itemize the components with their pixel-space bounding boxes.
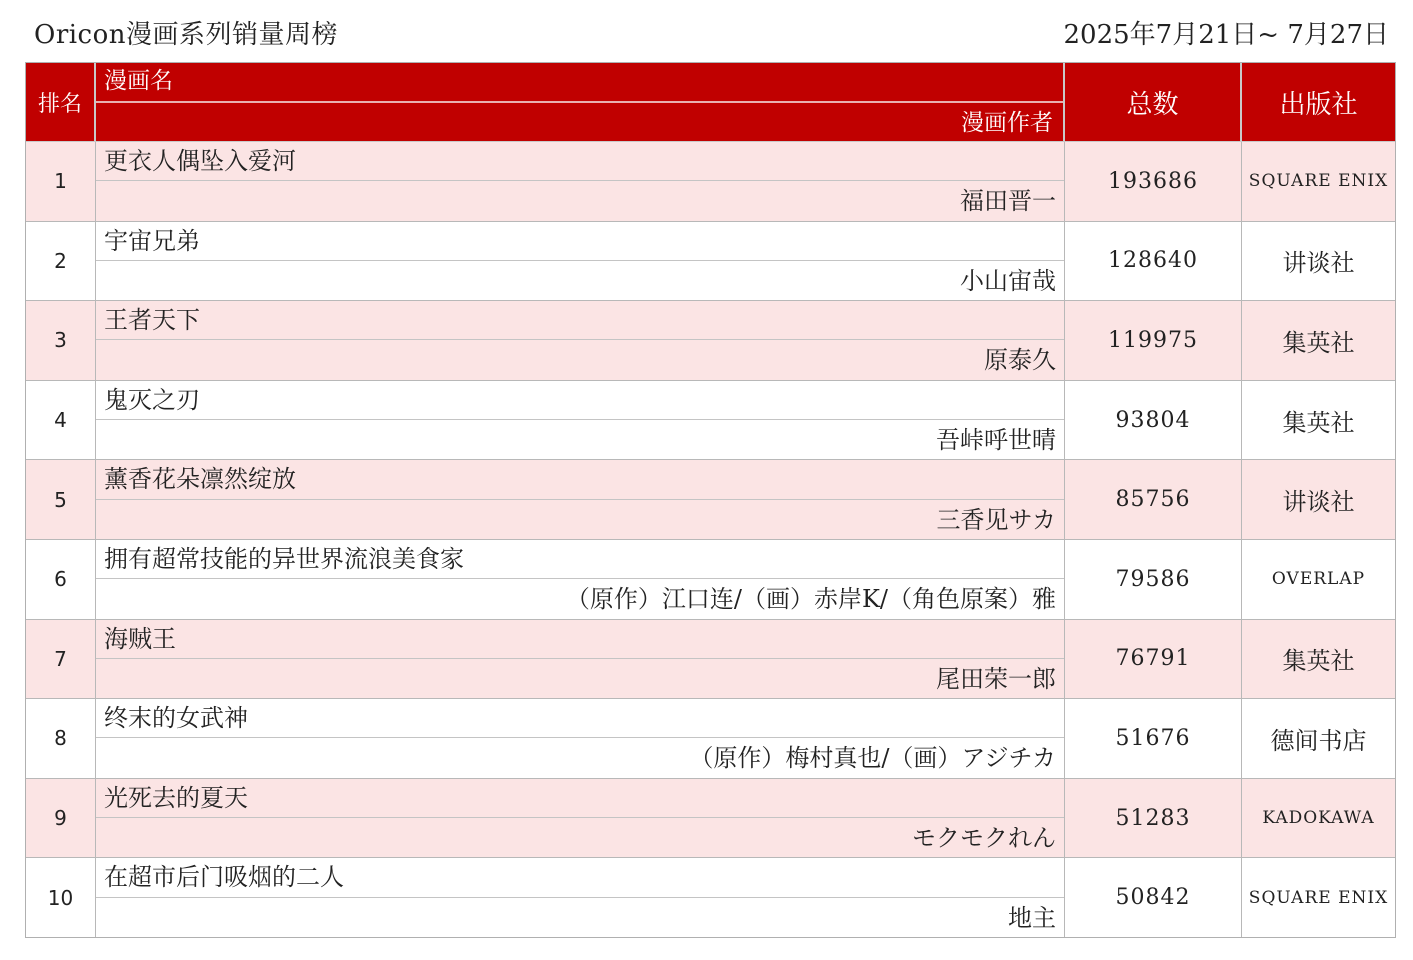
manga-author: モクモクれん: [912, 824, 1056, 853]
manga-title: 光死去的夏天: [96, 779, 1064, 818]
manga-title: 终末的女武神: [96, 699, 1064, 738]
header-title: 漫画名: [96, 63, 1063, 103]
total-cell: 193686: [1064, 142, 1241, 222]
title-author-cell: [95, 858, 1064, 938]
total-cell: 119975: [1064, 301, 1241, 381]
manga-author: （原作）江口连/（画）赤岸K/（角色原案）雅: [565, 585, 1056, 614]
date-range: 2025年7月21日~ 7月27日: [1063, 20, 1389, 50]
header-publisher: 出版社: [1241, 62, 1396, 142]
rank-cell: 6: [25, 540, 95, 620]
header-total: 总数: [1064, 62, 1241, 142]
manga-author: 地主: [1008, 903, 1056, 932]
manga-author: 小山宙哉: [960, 266, 1056, 295]
manga-author: 尾田荣一郎: [936, 664, 1056, 693]
table-row: [25, 699, 1396, 779]
total-cell: 128640: [1064, 222, 1241, 302]
manga-title: 拥有超常技能的异世界流浪美食家: [96, 540, 1064, 579]
rank-cell: 1: [25, 142, 95, 222]
rank-cell: 4: [25, 381, 95, 461]
title-author-cell: [95, 460, 1064, 540]
header-title-author: [95, 62, 1064, 142]
page-title: Oricon漫画系列销量周榜: [34, 20, 339, 50]
manga-title: 鬼灭之刃: [96, 381, 1064, 420]
publisher-cell: SQUARE ENIX: [1241, 858, 1396, 938]
rank-cell: 10: [25, 858, 95, 938]
title-author-cell: [95, 779, 1064, 859]
table-row: [25, 858, 1396, 938]
title-author-cell: [95, 381, 1064, 461]
manga-title: 宇宙兄弟: [96, 222, 1064, 261]
manga-author: 福田晋一: [960, 187, 1056, 216]
header-rank: 排名: [25, 62, 95, 142]
total-cell: 76791: [1064, 620, 1241, 700]
publisher-cell: 集英社: [1241, 620, 1396, 700]
manga-title: 王者天下: [96, 301, 1064, 340]
publisher-cell: OVERLAP: [1241, 540, 1396, 620]
total-cell: 93804: [1064, 381, 1241, 461]
publisher-cell: 讲谈社: [1241, 460, 1396, 540]
total-cell: 51676: [1064, 699, 1241, 779]
header-author: 漫画作者: [961, 110, 1053, 136]
table-row: [25, 381, 1396, 461]
table-row: [25, 222, 1396, 302]
rank-cell: 3: [25, 301, 95, 381]
total-cell: 85756: [1064, 460, 1241, 540]
rank-cell: 7: [25, 620, 95, 700]
manga-author: 吾峠呼世晴: [936, 426, 1056, 455]
manga-author: （原作）梅村真也/（画）アジチカ: [689, 744, 1056, 773]
title-author-cell: [95, 540, 1064, 620]
publisher-cell: KADOKAWA: [1241, 779, 1396, 859]
publisher-cell: 德间书店: [1241, 699, 1396, 779]
table-row: [25, 620, 1396, 700]
table-body: [25, 142, 1396, 938]
total-cell: 79586: [1064, 540, 1241, 620]
rank-cell: 9: [25, 779, 95, 859]
manga-title: 在超市后门吸烟的二人: [96, 858, 1064, 897]
manga-author: 原泰久: [984, 346, 1056, 375]
rank-cell: 8: [25, 699, 95, 779]
title-author-cell: [95, 620, 1064, 700]
ranking-table: [25, 62, 1396, 938]
table-row: [25, 540, 1396, 620]
manga-title: 海贼王: [96, 620, 1064, 659]
title-author-cell: [95, 222, 1064, 302]
publisher-cell: 集英社: [1241, 301, 1396, 381]
title-author-cell: [95, 301, 1064, 381]
rank-cell: 2: [25, 222, 95, 302]
table-row: [25, 779, 1396, 859]
publisher-cell: 讲谈社: [1241, 222, 1396, 302]
manga-title: 薰香花朵凛然绽放: [96, 460, 1064, 499]
table-row: [25, 460, 1396, 540]
table-row: [25, 301, 1396, 381]
title-author-cell: [95, 142, 1064, 222]
manga-author: 三香见サカ: [936, 505, 1056, 534]
publisher-cell: SQUARE ENIX: [1241, 142, 1396, 222]
title-author-cell: [95, 699, 1064, 779]
total-cell: 51283: [1064, 779, 1241, 859]
rank-cell: 5: [25, 460, 95, 540]
table-row: [25, 142, 1396, 222]
total-cell: 50842: [1064, 858, 1241, 938]
manga-title: 更衣人偶坠入爱河: [96, 142, 1064, 181]
publisher-cell: 集英社: [1241, 381, 1396, 461]
